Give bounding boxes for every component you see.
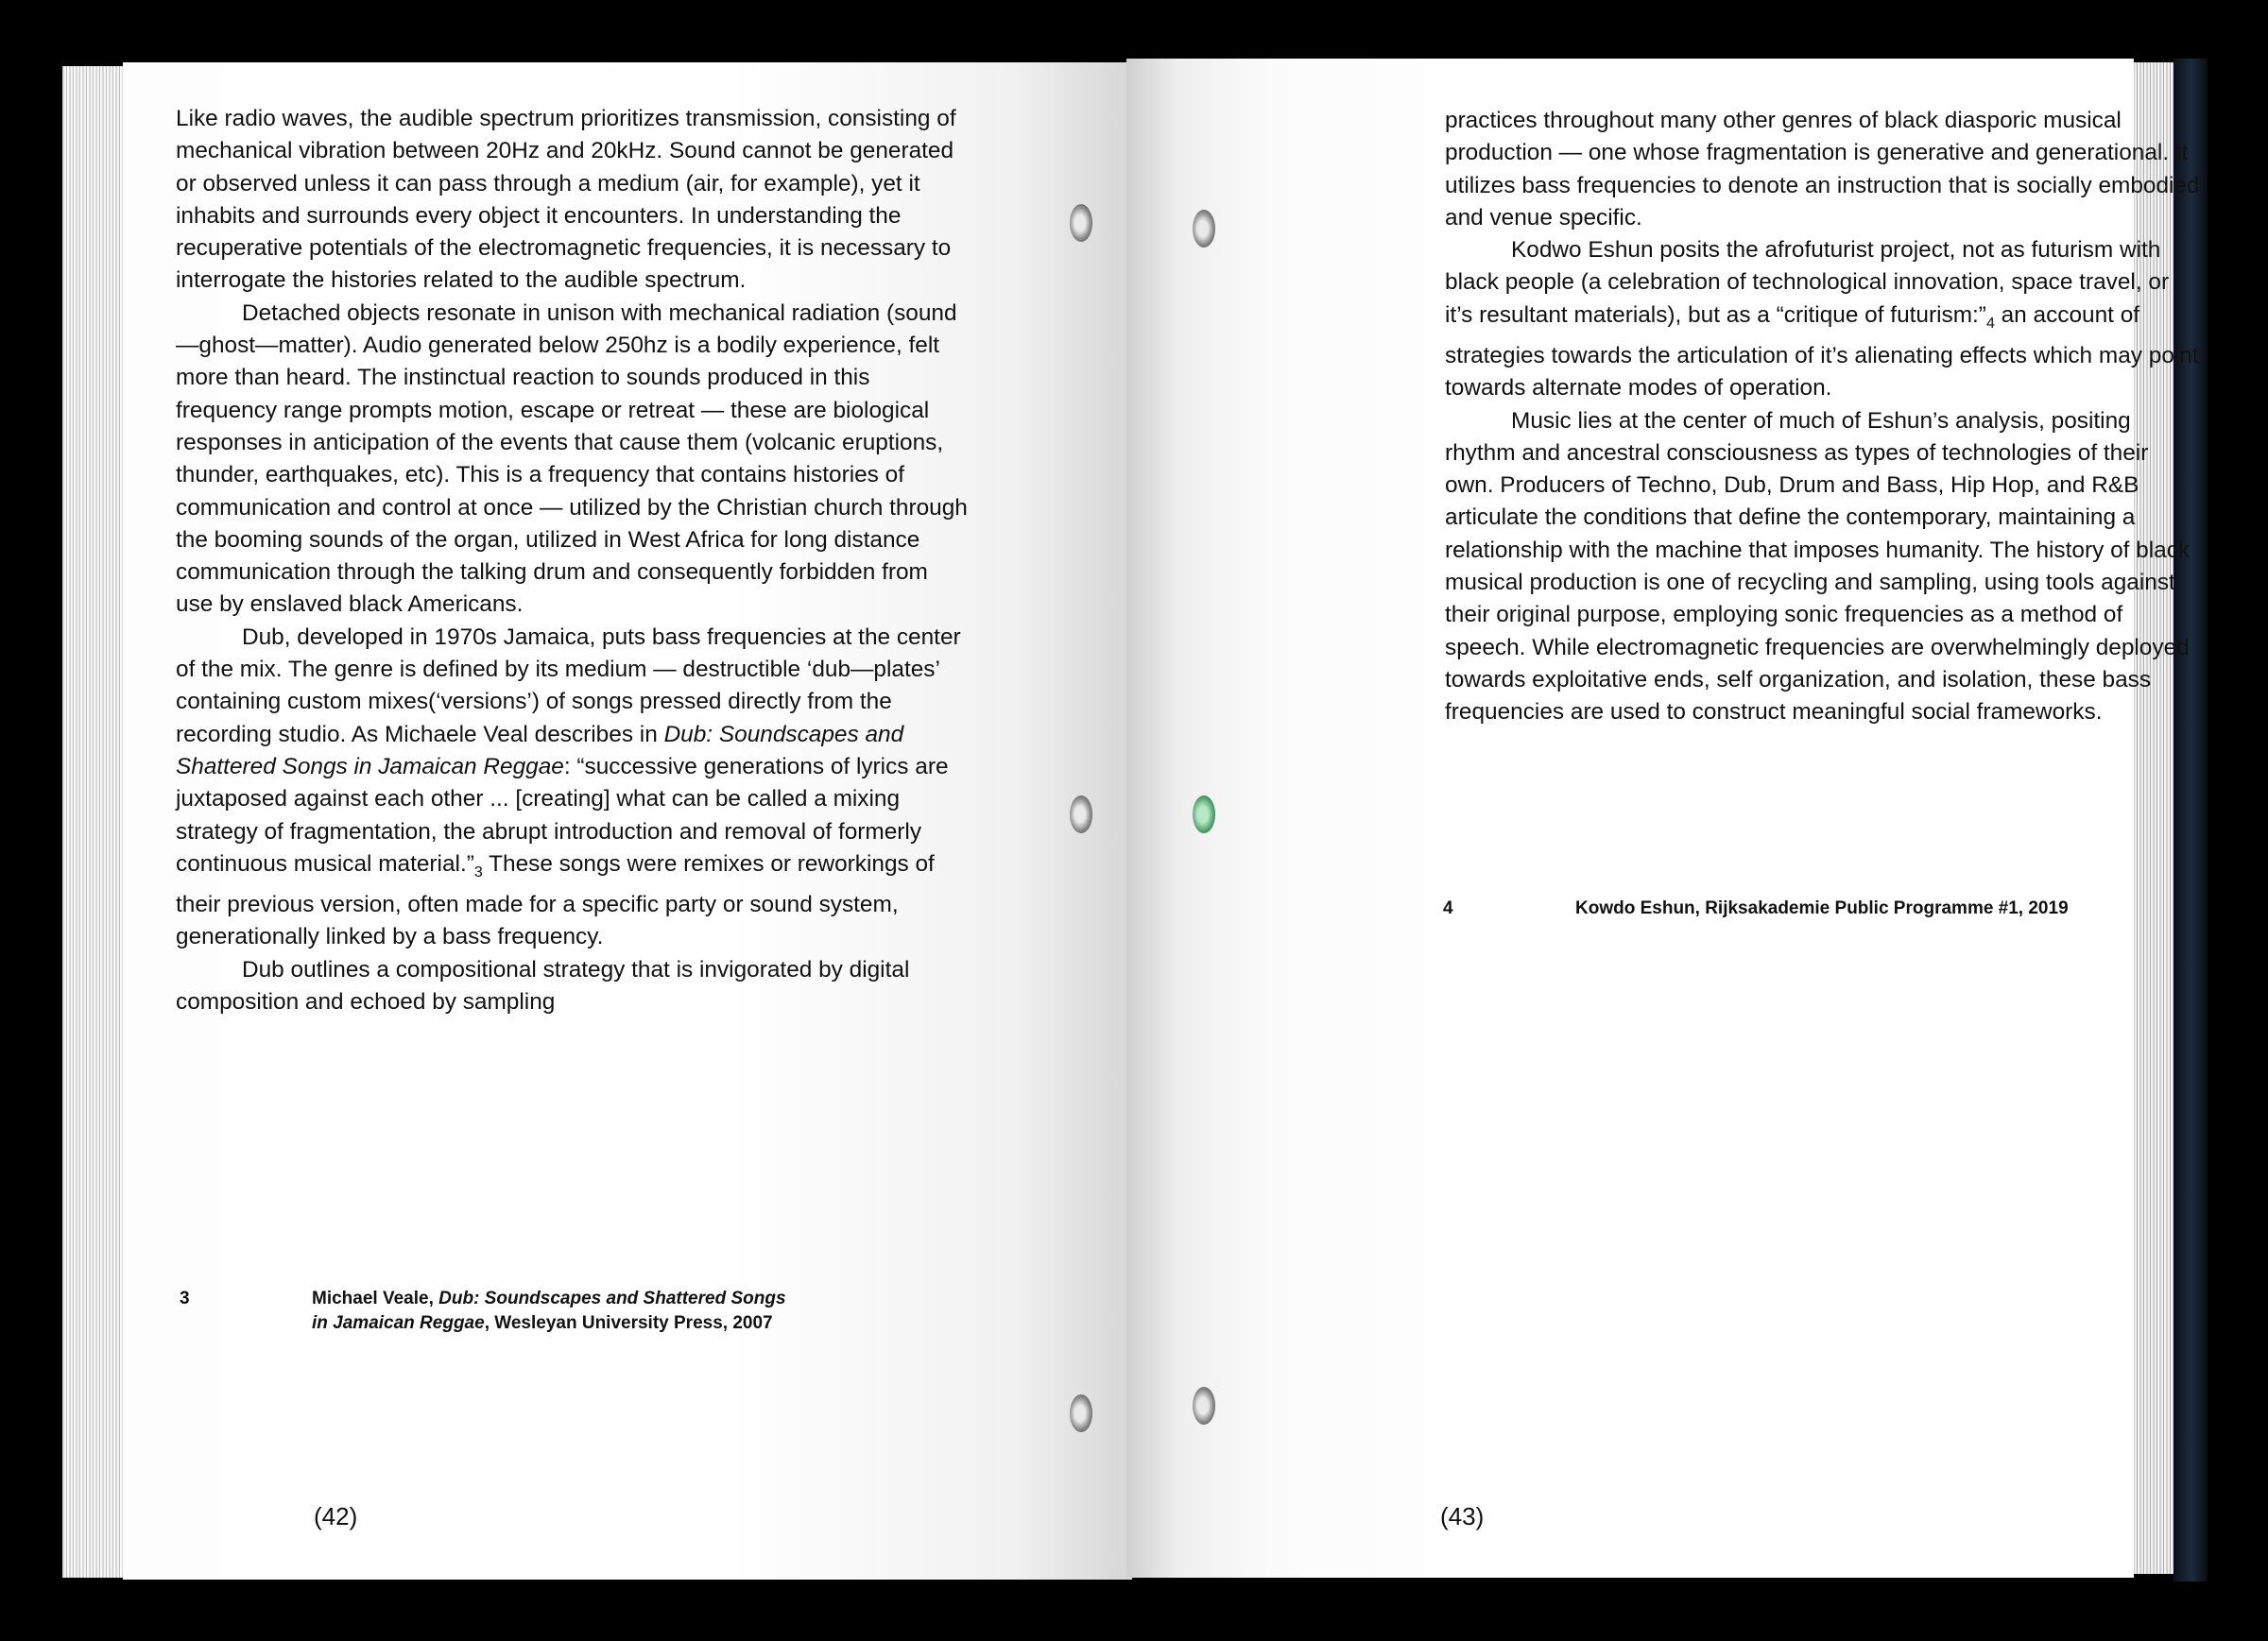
- binding-hole: [1193, 795, 1215, 833]
- footnote-reference: Michael Veale, Dub: Soundscapes and Shattered Songs in Jamaican Reggae, Wesleyan University Press, 2007: [312, 1289, 786, 1333]
- left-page-edges: [62, 66, 132, 1578]
- footnote-number: 3: [180, 1289, 190, 1308]
- footnote-number: 4: [1443, 898, 1453, 918]
- footnote-reference: Kowdo Eshun, Rijksakademie Public Programme #1, 2019: [1575, 898, 2069, 918]
- paragraph: Detached objects resonate in unison with mechanical radiation (sound—ghost—matter). Audio generated below 250hz is a bodily experience, felt more than heard. The instinctual reaction to sounds produced in this frequency range prompts motion, escape or retreat — these are biological responses in anticipation of the events that cause them (volcanic eruptions, thunder, earthquakes, etc). This is a frequency that contains histories of communication and control at once — utilized by the Christian church through the booming sounds of the organ, utilized in West Africa for long distance communication through the talking drum and consequently forbidden from use by enslaved black Americans.: [176, 299, 968, 618]
- left-page: [123, 62, 1132, 1580]
- page-number: (43): [1440, 1502, 1485, 1530]
- paragraph: Dub outlines a compositional strategy that is invigorated by digital composition and echoed by sampling: [176, 956, 910, 1015]
- binding-hole: [1193, 1387, 1215, 1425]
- paragraph: Music lies at the center of much of Eshun’s analysis, positing rhythm and ancestral consciousness as types of technologies of their own. Producers of Techno, Dub, Drum and Bass, Hip Hop, and R&B articulate the conditions that define the contemporary, maintaining a relationship with the machine that imposes humanity. The history of black musical production is one of recycling and sampling, using tools against their original purpose, employing sonic frequencies as a method of speech. While electromagnetic frequencies are overwhelmingly deployed towards exploitative ends, self organization, and isolation, these bass frequencies are used to construct meaningful social frameworks.: [1445, 407, 2191, 726]
- paragraph: practices throughout many other genres of black diasporic musical production — one whose fragmentation is generative and generational. It utilizes bass frequencies to denote an instruction that is socially embodied and venue specific.: [1445, 108, 2200, 231]
- paragraph: Kodwo Eshun posits the afrofuturist project, not as futurism with black people (a celebration of technological innovation, space travel, or it’s resultant materials), but as a “critique of $futurism:”_4$ an account of strategies towards the articulation of it’s alienating effects which may point towards alternate modes of operation.: [1445, 237, 2199, 402]
- binding-hole: [1070, 1394, 1092, 1432]
- page-number: (42): [314, 1502, 358, 1530]
- right-body-text: [1445, 105, 2201, 729]
- binding-hole: [1193, 210, 1215, 248]
- paragraph: Like radio waves, the audible spectrum prioritizes transmission, consisting of mechanical vibration between 20Hz and 20kHz. Sound cannot be generated or observed unless it can pass through a medium (air, for example), yet it inhabits and surrounds every object it encounters. In understanding the recuperative potentials of the electromagnetic frequencies, it is necessary to interrogate the histories related to the audible spectrum.: [176, 106, 956, 294]
- binding-hole: [1070, 204, 1092, 242]
- right-page: [1126, 59, 2200, 1578]
- paragraph: Dub, developed in 1970s Jamaica, puts bass frequencies at the center of the mix. The genre is defined by its medium — destructible ‘dub—plates’ containing custom mixes(‘versions’) of songs pressed directly from the recording studio. As Michaele Veal describes in Dub: Soundscapes and Shattered Songs in Jamaican Reggae: “successive generations of lyrics are juxtaposed against each other ... [creating] what can be called a mixing strategy of fragmentation, the abrupt introduction and removal of formerly continuous musical $material.”_3$ These songs were remixes or reworkings of their previous version, often made for a specific party or sound system, generationally linked by a bass frequency.: [176, 624, 961, 950]
- binding-hole: [1070, 795, 1092, 833]
- left-body-text: [176, 103, 970, 1018]
